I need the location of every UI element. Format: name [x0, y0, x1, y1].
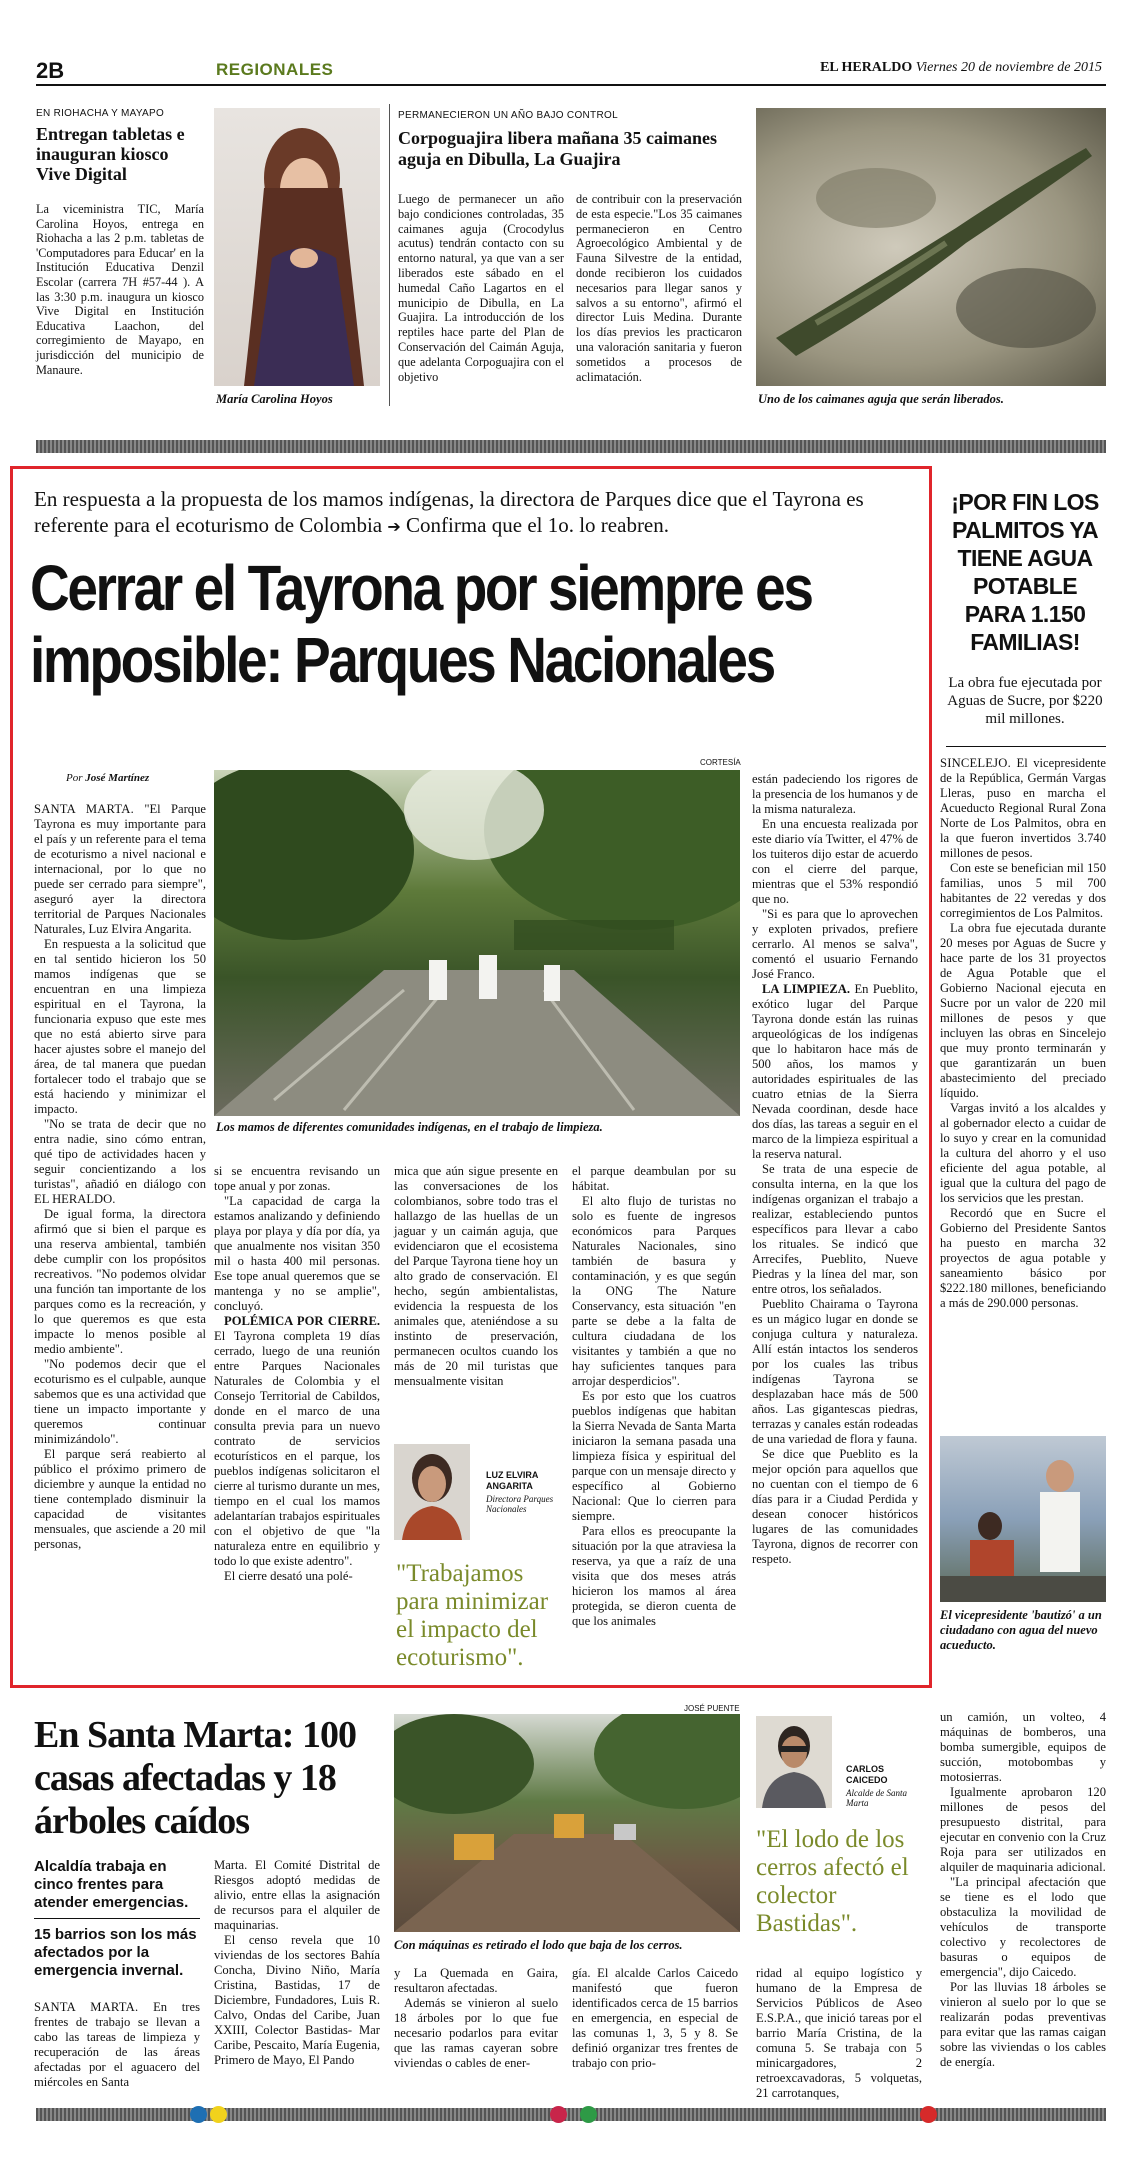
santamarta-col3: [394, 1966, 558, 2071]
tayrona-col1-p1: "El Parque Tayrona es muy importante para el país y un referente para el tema de ecoturismo a nivel nacional e internacional, por lo que no puede ser cerrado para siempre", aseguró ayer la directora territorial de Parques Nacionales Naturales, Luz Elvira Angarita.: [34, 802, 206, 936]
tayrona-col2-p3: El Tayrona completa 19 días cerrado, luego de una reunión entre Parques Nacionales Naturales de Colombia y el Consejo Territorial de Cabildos, donde en el marco de una consulta previa para un nuevo contrato de servicios ecoturísticos en el parque, los pueblos indígenas solicitaron el cierre al turismo durante un mes, tiempo en el cual los mamos adelantarían trabajos espirituales con el objetivo de que "la naturaleza entre en equilibrio y todo lo que existe adentro".: [214, 1329, 380, 1568]
byline-prefix: Por: [66, 772, 83, 784]
tayrona-col1-p6: El parque será reabierto al público el próximo primero de diciembre y aunque la entidad no tiene contemplado disminuir la capacidad de visitantes mensuales, que asciende a 20 mil personas,: [34, 1447, 206, 1551]
santamarta-photo-credit: JOSÉ PUENTE: [684, 1704, 740, 1713]
tayrona-photo-credit: CORTESÍA: [700, 758, 741, 767]
santamarta-dateline: SANTA MARTA.: [34, 2000, 139, 2014]
caicedo-photo: [756, 1716, 832, 1808]
tayrona-col5-p6: Pueblito Chairama o Tayrona es un mágico lugar en donde se conjuga cultura y naturaleza. Allí están intactos los senderos por los cuales las tribus indígenas Tayrona se desplazaban hace más de 500 años. Las gigantescas piedras, terrazas y canales están rodeadas de una variedad de flora y fauna.: [752, 1297, 918, 1446]
tablets-photo-caption: María Carolina Hoyos: [216, 392, 333, 406]
column-divider: [389, 104, 390, 406]
caimanes-photo-caption: Uno de los caimanes aguja que serán liberados.: [758, 392, 1004, 406]
tablets-headline: Entregan tabletas e inauguran kiosco Vive Digital: [36, 124, 185, 184]
santamarta-col3b: Además se vinieron al suelo 18 árboles por lo que fue necesario podarlos para evitar que las ramas cayeran sobre viviendas o cables de ener-: [394, 1996, 558, 2070]
tayrona-deck-tail: Confirma que el 1o. lo reabren.: [406, 513, 670, 537]
page-number: 2B: [36, 58, 65, 83]
santamarta-col2a: Marta. El Comité Distrital de Riesgos adoptó medidas de alivio, entre ellas la asignación de recursos para el alquiler de maquinarias.: [214, 1858, 380, 1932]
santamarta-deck1: Alcaldía trabaja en cinco frentes para atender emergencias.: [34, 1858, 189, 1911]
caicedo-quote: "El lodo de los cerros afectó el colector Bastidas".: [756, 1826, 909, 1937]
register-dot-red: [920, 2106, 937, 2123]
register-dot-magenta: [550, 2106, 567, 2123]
palmitos-photo-caption: El vicepresidente 'bautizó' a un ciudadano con agua del nuevo acueducto.: [940, 1608, 1102, 1652]
santamarta-col6: [940, 1710, 1106, 2070]
palmitos-p5: Recordó que en Sucre el Gobierno del Presidente Santos ha puesto en marcha 32 proyectos de agua potable y saneamiento básico por $222.180 millones, beneficiando a más de 290.000 personas.: [940, 1206, 1106, 1310]
tablets-photo: [214, 108, 380, 386]
santamarta-col6b: Igualmente aprobaron 120 millones de pesos del presupuesto distrital, para ejecutar en convenio con la Cruz Roja para ser utilizados en alquiler de maquinaria adicional.: [940, 1785, 1106, 1874]
santamarta-col6a: un camión, un volteo, 4 máquinas de bomberos, una bomba sumergible, equipos de succión, motobombas y motosierras.: [940, 1710, 1106, 1784]
angarita-name: LUZ ELVIRA ANGARITA: [486, 1470, 538, 1491]
excavator-icon: [394, 1714, 740, 1932]
tayrona-deck-text: En respuesta a la propuesta de los mamos indígenas, la directora de Parques dice que el Tayrona es referente para el ecoturismo de Colombia: [34, 487, 864, 537]
tayrona-col5: [752, 772, 918, 1567]
section-stripe-top: [36, 440, 1106, 453]
caicedo-name: CARLOS CAICEDO: [846, 1764, 888, 1785]
santamarta-col2: [214, 1858, 380, 2068]
tayrona-col4-p3: Es por esto que los cuatros pueblos indígenas que habitan la Sierra Nevada de Santa Marta iniciaron la semana pasada una limpieza física y espiritual del parque con un mensaje directo y específico al Gobierno Nacional: Que lo cierren para siempre.: [572, 1389, 736, 1523]
woman-portrait-icon: [214, 108, 380, 386]
tayrona-col3: [394, 1164, 558, 1389]
dateline-header: [820, 60, 1102, 76]
palmitos-headline: ¡POR FIN LOS PALMITOS YA TIENE AGUA POTABLE PARA 1.150 FAMILIAS!: [951, 489, 1099, 655]
header-rule: [36, 84, 1106, 86]
santamarta-headline: En Santa Marta: 100 casas afectadas y 18 árboles caídos: [34, 1714, 356, 1842]
paper-name: EL HERALDO: [820, 60, 913, 75]
tayrona-col5-p4: En Pueblito, exótico lugar del Parque Tayrona donde están las ruinas arqueológicas de los indígenas que lo habitaron hace más de 500 años, los mamos y autoridades espirituales de las cuatro etnias de la Sierra Nevada coordinan, desde hace dos días, las tareas a seguir en el marco de la limpieza espiritual a la reserva natural.: [752, 982, 918, 1161]
tayrona-photo-caption: Los mamos de diferentes comunidades indígenas, en el trabajo de limpieza.: [216, 1120, 603, 1134]
tayrona-headline: Cerrar el Tayrona por siempre es imposible: Parques Nacionales: [30, 552, 812, 696]
tayrona-deck: [34, 486, 914, 541]
tayrona-col1: [34, 802, 206, 1552]
palmitos-rule: [946, 746, 1106, 747]
byline-author: José Martínez: [85, 772, 150, 784]
santamarta-col2b: El censo revela que 10 viviendas de los sectores Bahía Concha, Divino Niño, María Cristina, Bastidas, 17 de Diciembre, Fundadores, Luis R. Calvo, Ondas del Caribe, Juan XXIII, Colector Bastidas- Mar Caribe, Pescaito, María Eugenia, Primero de Mayo, El Pando: [214, 1933, 380, 2067]
palmitos-p3: La obra fue ejecutada durante 20 meses por Aguas de Sucre y hace parte de los 31 proyectos de Agua Potable que el Gobierno Nacional ejecuta en Sucre por un valor de 220 mil millones de pesos y que incluyen las obras en Sincelejo que muy pronto terminarán y que garantizarán un buen abastecimiento del preciado líquido.: [940, 921, 1106, 1100]
tayrona-col5-p3: "Si es para que lo aprovechen y exploten privados, prefiere cerrarlo. Al menos se salva", comentó el usuario Fernando José Franco.: [752, 907, 918, 981]
caimanes-headline: Corpoguajira libera mañana 35 caimanes aguja en Dibulla, La Guajira: [398, 128, 717, 169]
santamarta-col5: [756, 1966, 922, 2101]
tayrona-byline: [66, 772, 149, 784]
tayrona-col1-p3: "No se trata de decir que no entra nadie, sino cómo entran, qué tipo de actividades hacen y seguir concientizando a los turistas", añadió en diálogo con EL HERALDO.: [34, 1117, 206, 1206]
tayrona-col2-p4: El cierre desató una polé-: [224, 1569, 353, 1583]
tayrona-col1-p4: De igual forma, la directora afirmó que si bien el parque es una reserva ambiental, también debe cumplir con los propósitos recreativos. "No podemos olvidar una función tan importante de los parques como es la recreación, y lo que queremos es que esta impacte lo menos posible al medio ambiente".: [34, 1207, 206, 1356]
tablets-body: La viceministra TIC, María Carolina Hoyos, entrega en Riohacha a las 2 p.m. tabletas de 'Computadores para Educar' en la Institución Educativa Denzil Escolar (carrera 7H #57-44 ). A las 3:30 p.m. inaugura un kiosco Vive Digital en Institución Educativa Laachon, del corregimiento de Mayapo, en jurisdicción del municipio de Manaure.: [36, 202, 204, 377]
santamarta-photo: [394, 1714, 740, 1932]
section-name: REGIONALES: [216, 60, 334, 79]
forest-path-icon: [214, 770, 740, 1116]
crocodile-icon: [756, 108, 1106, 386]
caimanes-photo: [756, 108, 1106, 386]
santamarta-deck2: 15 barrios son los más afectados por la emergencia invernal.: [34, 1926, 197, 1979]
santamarta-col3a: y La Quemada en Gaira, resultaron afectadas.: [394, 1966, 558, 1995]
palmitos-p1: El vicepresidente de la República, Germán Vargas Lleras, puso en marcha el Acueducto Regional Rural Zona Norte de Los Palmitos, obra en la que fueron invertidos 3.740 millones de pesos.: [940, 756, 1106, 860]
register-dot-green: [580, 2106, 597, 2123]
tayrona-col5-p2: En una encuesta realizada por este diario vía Twitter, el 47% de los tuiteros dijo estar de acuerdo con el cierre del parque, mientras que el 53% respondió que no.: [752, 817, 918, 906]
tayrona-col1-p5: "No podemos decir que el ecoturismo es el culpable, aunque sabemos que es una actividad que tiene un impacto importante y queremos continuar minimizándolo".: [34, 1357, 206, 1446]
santamarta-col6c: "La principal afectación que se tiene es el lodo que obstaculiza la movilidad de vehículos de transporte colectivo y recolectores de basuras o equipos de emergencia", dijo Caicedo.: [940, 1875, 1106, 1979]
tayrona-col2-p1: si se encuentra revisando un tope anual y por zonas.: [214, 1164, 380, 1193]
santamarta-col6d: Por las lluvias 18 árboles se vinieron al suelo por lo que se realizarán podas preventivas para evitar que las ramas caigan sobre las viviendas o los cables de energía.: [940, 1980, 1106, 2069]
palmitos-p2: Con este se benefician mil 150 familias, unos 5 mil 700 habitantes de 22 veredas y dos corregimientos de Los Palmitos.: [940, 861, 1106, 920]
tayrona-col3-p1: mica que aún sigue presente en las conversaciones de los colombianos, sobre todo tras el hallazgo de las huellas de un jaguar y un caimán aguja, que evidenciaron que el ecosistema del Parque Tayrona tiene hoy un alto grado de conservación. El hecho, según ambientalistas, evidencia la respuesta de los animales que, ateniéndose a su instinto de preservación, permanecen ocultos cuando los más de 20 mil turistas que mensualmente visitan: [394, 1164, 558, 1388]
tayrona-col2: [214, 1164, 380, 1584]
santamarta-col1-text: En tres frentes de trabajo se llevan a cabo las tareas de limpieza y recuperación de las áreas afectadas por el aguacero del miércoles en Santa: [34, 2000, 200, 2089]
tayrona-dateline: SANTA MARTA.: [34, 802, 134, 816]
santamarta-photo-caption: Con máquinas es retirado el lodo que baja de los cerros.: [394, 1938, 683, 1952]
person-portrait-icon: [394, 1444, 470, 1540]
palmitos-body: [940, 756, 1106, 1311]
tayrona-col5-p1: están padeciendo los rigores de la presencia de los humanos y de la misma naturaleza.: [752, 772, 918, 816]
angarita-role: Directora Parques Nacionales: [486, 1494, 554, 1514]
tayrona-col2-p2: "La capacidad de carga la estamos analizando y definiendo playa por playa y día por día, ya que anualmente nos visitan 350 mil o hasta 400 mil personas. Ese tope anual queremos que se mantenga y no se amplie", concluyó.: [214, 1194, 380, 1313]
palmitos-deck: La obra fue ejecutada por Aguas de Sucre, por $220 mil millones.: [947, 675, 1103, 727]
caimanes-col2: de contribuir con la preservación de esta especie."Los 35 caimanes permanecieron en Centro Agroecológico Ambiental y de Fauna Silvestre de la entidad, donde recibieron los cuidados necesarios para llegar sanos y salvos a su entorno", afirmó el director Luis Medina. Durante los días previos les practicaron una valoración sanitaria y fueron sometidos a procesos de aclimatación.: [576, 192, 742, 384]
palmitos-photo: [940, 1436, 1106, 1602]
tayrona-col5-p7: Se dice que Pueblito es la mejor opción para aquellos que no cuentan con el tiempo de 6 días para ir a Ciudad Perdida y desean conocer históricos lugares de las comunidades Tayrona, dignos de recorrer con respeto.: [752, 1447, 918, 1566]
register-dot-cyan: [190, 2106, 207, 2123]
santamarta-col4-text: gía. El alcalde Carlos Caicedo manifestó que fueron identificados cerca de 15 barrios en emergencia, en especial de las comunas 1, 3, 5 y 8. Se definió organizar tres frentes de trabajo con prio-: [572, 1966, 738, 2070]
person-portrait-icon: [756, 1716, 832, 1808]
tayrona-col4-p2: El alto flujo de turistas no solo es fuente de ingresos económicos para Parques Naturales Nacionales, sino también de basura y contaminación, y es que según la ONG The Nature Conservancy, esta situación "en parte se debe a la falta de cultura ciudadana de los visitantes y también a que no hay suficientes tanques para arrojar desperdicios".: [572, 1194, 736, 1388]
angarita-quote: "Trabajamos para minimizar el impacto del ecoturismo".: [396, 1560, 549, 1671]
angarita-photo: [394, 1444, 470, 1540]
caimanes-kicker: PERMANECIERON UN AÑO BAJO CONTROL: [398, 110, 618, 121]
tayrona-col4-p4: Para ellos es preocupante la situación por la que atraviesa la reserva, ya que a raíz de una visita que dos meses atrás hicieron los mamos al área protegida, se dieron cuenta de que los animales: [572, 1524, 736, 1628]
santamarta-col1: [34, 2000, 200, 2090]
arrow-icon: ➔: [387, 519, 401, 536]
ceremony-icon: [940, 1436, 1106, 1602]
tayrona-col4-p1: el parque deambulan por su hábitat.: [572, 1164, 736, 1193]
palmitos-p4: Vargas invitó a los alcaldes y al gobernador electo a cuidar de lo suyo y crear en la comunidad la cultura del ahorro y el uso eficiente del agua potable, al igual que la cultura del pago de los servicios que les prestan.: [940, 1101, 1106, 1205]
tayrona-col5-p5: Se trata de una especie de consulta interna, en la que los indígenas organizan el trabajo a realizar, estableciendo puntos específicos para llevar a cabo los rituales. Se indicó que Arrecifes, Pueblito, Nueve Piedras y la línea del mar, son entre otros, los señalados.: [752, 1162, 918, 1296]
caimanes-col1: Luego de permanecer un año bajo condiciones controladas, 35 caimanes aguja (Crocodylus acutus) tendrán contacto con su entorno natural, ya que van a ser liberados este sábado en el humedal Caño Lagartos en el municipio de Dibulla, en La Guajira. La introducción de los reptiles hace parte del Plan de Conservación del Caimán Aguja, que adelanta Corpoguajira con el objetivo: [398, 192, 564, 384]
tayrona-col1-p2: En respuesta a la solicitud que en tal sentido hicieron los 50 mamos indígenas que se encuentran en una limpieza espiritual en el Tayrona, la funcionaria expuso que este mes que no está abierto sirve para hacer ajustes sobre el manejo del área, de tal manera que puedan fortalecer todo el trabajo que se está haciendo y minimizar el impacto.: [34, 937, 206, 1116]
tayrona-col4: [572, 1164, 736, 1629]
caicedo-role: Alcalde de Santa Marta: [846, 1788, 907, 1808]
santamarta-col4: [572, 1966, 738, 2071]
color-register-marks: [190, 2106, 970, 2123]
register-dot-yellow: [210, 2106, 227, 2123]
tayrona-photo: [214, 770, 740, 1116]
issue-date: Viernes 20 de noviembre de 2015: [915, 60, 1102, 75]
tablets-kicker: EN RIOHACHA Y MAYAPO: [36, 108, 165, 119]
palmitos-dateline: SINCELEJO.: [940, 756, 1011, 770]
subhead-polemica: POLÉMICA POR CIERRE.: [224, 1314, 380, 1328]
subhead-limpieza: LA LIMPIEZA.: [762, 982, 851, 996]
santamarta-deck-rule: [34, 1918, 200, 1919]
santamarta-col5-text: ridad al equipo logístico y humano de la Empresa de Servicios Públicos de Aseo E.S.P.A., que inició tareas por el barrio María Cristina, de la comuna 5. Se trabaja con 5 minicargadores, 2 retroexcavadoras, 5 volquetas, 21 carrotanques,: [756, 1966, 922, 2100]
